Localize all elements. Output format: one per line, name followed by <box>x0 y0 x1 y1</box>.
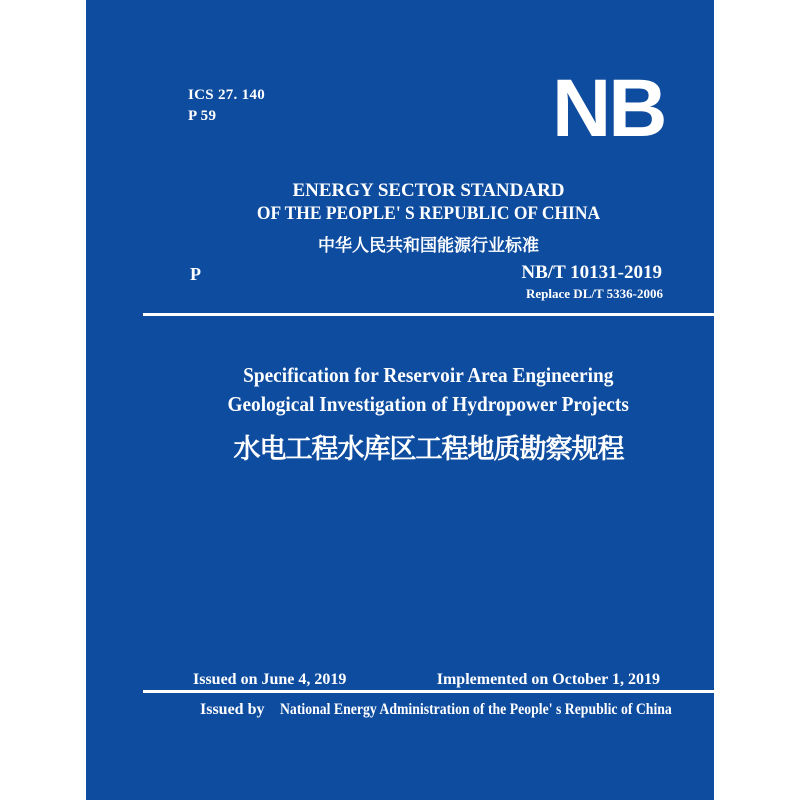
classification-codes <box>188 85 265 127</box>
implemented-on-date: Implemented on October 1, 2019 <box>436 671 660 688</box>
replaces-note: Replace DL/T 5336-2006 <box>526 286 663 301</box>
issued-by-row <box>200 701 736 719</box>
header-en-line1: ENERGY SECTOR STANDARD <box>292 180 565 201</box>
doc-class-code: P 59 <box>188 108 217 124</box>
top-divider-rule <box>143 313 714 316</box>
nb-logo: NB <box>552 63 665 154</box>
title-en-line1 <box>143 363 714 388</box>
issued-by-value: National Energy Administration of the People' s Republic of China <box>280 701 673 718</box>
issued-on-date: Issued on June 4, 2019 <box>193 671 347 688</box>
header-en-line2 <box>143 203 714 225</box>
title-zh: 水电工程水库区工程地质勘察规程 <box>233 434 624 464</box>
bottom-divider-rule <box>143 690 714 693</box>
ics-code: ICS 27. 140 <box>188 87 266 103</box>
title-en-line2 <box>143 392 714 417</box>
standard-code: NB/T 10131-2019 <box>521 262 662 283</box>
standard-cover-page <box>86 0 714 800</box>
title-en-line2-text: Geological Investigation of Hydropower Projects <box>227 392 630 416</box>
header-zh: 中华人民共和国能源行业标准 <box>318 236 539 255</box>
title-en-line1-text: Specification for Reservoir Area Engineering <box>243 363 614 387</box>
header-en-line2-text: OF THE PEOPLE' S REPUBLIC OF CHINA <box>256 203 601 224</box>
issued-by-label: Issued by <box>200 701 265 718</box>
series-letter: P <box>190 264 201 284</box>
